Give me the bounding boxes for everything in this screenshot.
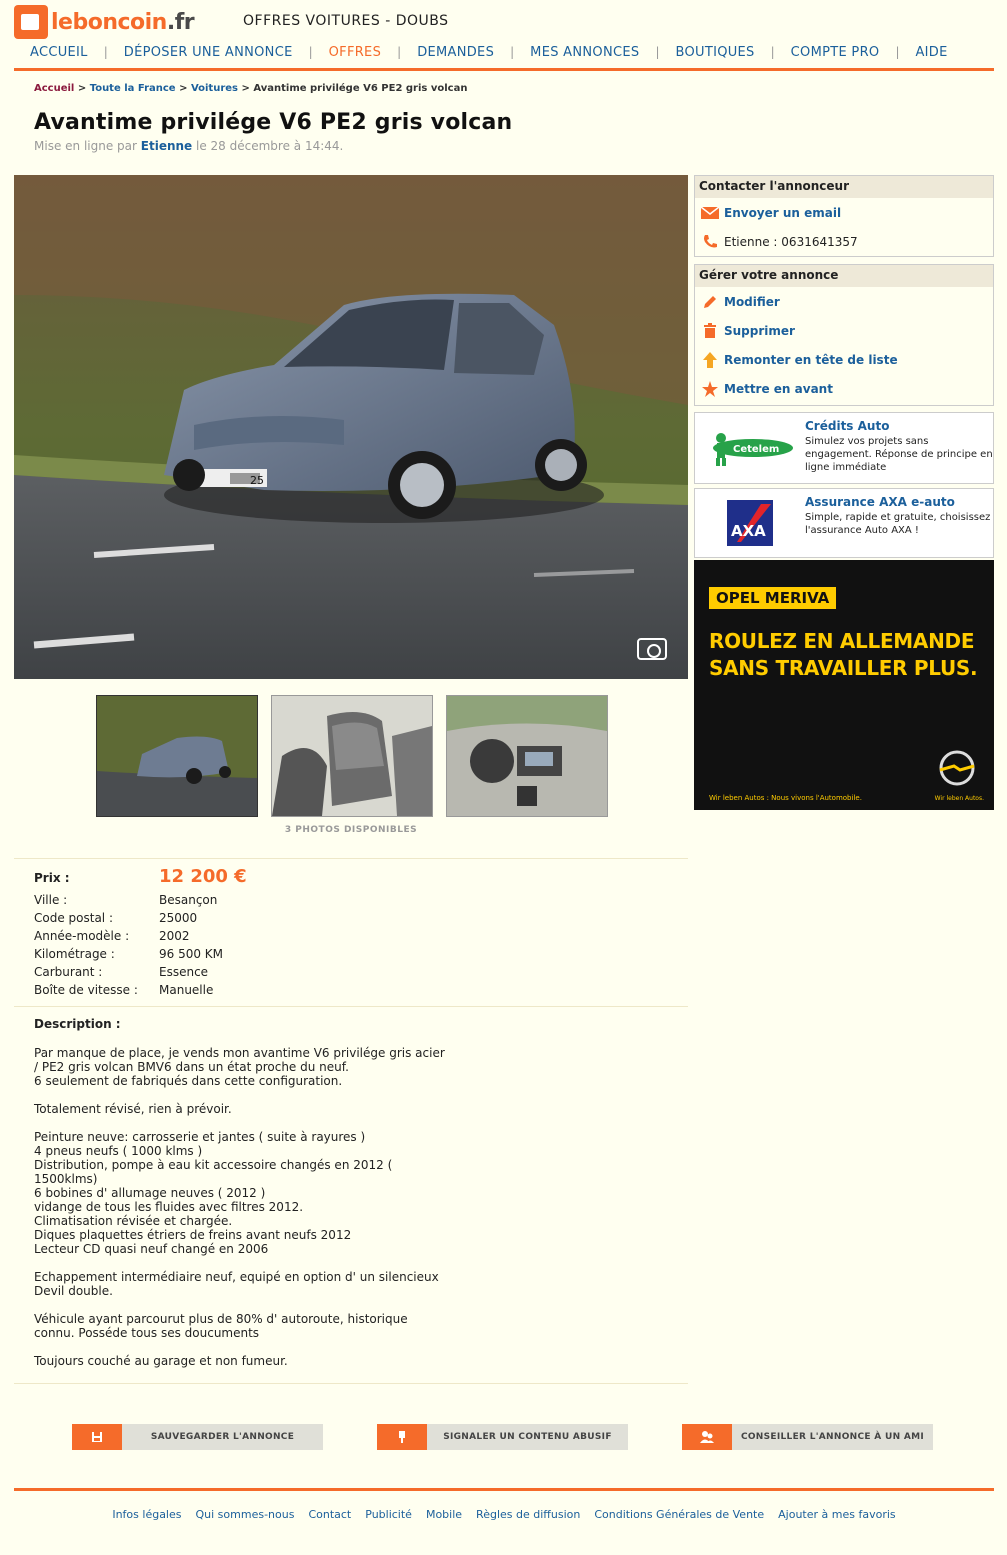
thumbnail-strip	[96, 695, 608, 817]
description-line: connu. Posséde tous ses doucuments	[34, 1326, 260, 1340]
main-photo[interactable]	[14, 175, 688, 679]
contact-box	[694, 175, 994, 257]
divider	[14, 858, 688, 859]
manage-box	[694, 264, 994, 406]
share-friend-button[interactable]	[682, 1424, 933, 1450]
promo-axa[interactable]	[694, 488, 994, 558]
breadcrumb-toute-la-france[interactable]: Toute la France	[89, 83, 176, 94]
opel-banner-ad[interactable]	[694, 560, 994, 810]
main-nav	[14, 40, 994, 64]
nav-separator: |	[397, 45, 402, 59]
save-ad-label: SAUVEGARDER L'ANNONCE	[150, 1432, 295, 1442]
modify-link[interactable]: Modifier	[724, 294, 780, 309]
footer-link-qui-sommes-nous[interactable]: Qui sommes-nous	[195, 1508, 295, 1521]
site-logo[interactable]	[14, 4, 194, 40]
star-icon	[699, 380, 721, 398]
nav-separator: |	[770, 45, 775, 59]
description-line: 4 pneus neufs ( 1000 klms )	[34, 1144, 203, 1158]
param-value: 25000	[159, 911, 198, 925]
author-link[interactable]: Etienne	[140, 139, 193, 153]
opel-headline-1: ROULEZ EN ALLEMANDE	[709, 629, 975, 653]
description-line: Totalement révisé, rien à prévoir.	[34, 1102, 232, 1116]
promo-credit-title[interactable]: Crédits Auto	[805, 419, 890, 433]
posted-info	[34, 139, 343, 153]
share-friend-label: CONSEILLER L'ANNONCE À UN AMI	[740, 1432, 925, 1442]
description-line: Peinture neuve: carrosserie et jantes ( suite à rayures )	[34, 1130, 366, 1144]
param-value: 96 500 KM	[159, 947, 224, 961]
trash-icon	[699, 322, 721, 340]
plate-suffix: 25	[250, 474, 264, 487]
section-title: OFFRES VOITURES - DOUBS	[243, 13, 449, 29]
logo-tld: .fr	[166, 9, 195, 35]
nav-compte-pro[interactable]: COMPTE PRO	[790, 44, 880, 60]
param-row-carburant	[34, 963, 247, 981]
nav-separator: |	[103, 45, 108, 59]
promo-axa-desc: Simple, rapide et gratuite, choisissez l'assurance Auto AXA !	[805, 512, 991, 536]
param-row-kilometrage	[34, 945, 247, 963]
description-text	[34, 1046, 474, 1368]
logo-box-icon	[14, 5, 48, 39]
opel-headline-2: SANS TRAVAILLER PLUS.	[709, 656, 978, 680]
description-line: / PE2 gris volcan BMV6 dans un état proche du neuf.	[34, 1060, 349, 1074]
param-label: Ville :	[34, 893, 68, 907]
delete-item[interactable]	[695, 316, 993, 345]
param-label: Kilométrage :	[34, 947, 115, 961]
breadcrumb: Accueil > Toute la France > Voitures > Avantime privilége V6 PE2 gris volcan	[34, 83, 468, 94]
save-ad-button[interactable]	[72, 1424, 323, 1450]
nav-aide[interactable]: AIDE	[915, 44, 948, 60]
opel-logo-icon	[932, 748, 982, 788]
description-line: vidange de tous les fluides avec filtres 2012.	[34, 1200, 304, 1214]
description-line: Lecteur CD quasi neuf changé en 2006	[34, 1242, 269, 1256]
breadcrumb-voitures[interactable]: Voitures	[190, 83, 238, 94]
nav-mes-annonces[interactable]: MES ANNONCES	[530, 44, 640, 60]
logo-name: leboncoin	[51, 9, 167, 35]
phone-prefix: Etienne :	[724, 234, 778, 249]
param-value: Besançon	[159, 893, 218, 907]
divider	[14, 1383, 688, 1384]
nav-deposer[interactable]: DÉPOSER UNE ANNONCE	[123, 44, 293, 60]
contact-heading: Contacter l'annonceur	[695, 176, 993, 198]
param-label: Code postal :	[34, 911, 113, 925]
promo-credit-desc: Simulez vos projets sans engagement. Réponse de principe en ligne immédiate	[805, 436, 993, 473]
paragraph-gap	[34, 1340, 474, 1354]
footer-link-mobile[interactable]: Mobile	[425, 1508, 463, 1521]
footer-link-cgv[interactable]: Conditions Générales de Vente	[594, 1508, 765, 1521]
flag-icon	[377, 1424, 427, 1450]
paragraph-gap	[34, 1116, 474, 1130]
axa-logo-text: AXA	[731, 522, 766, 540]
header-divider	[14, 68, 994, 71]
axa-logo	[695, 489, 805, 557]
breadcrumb-current: Avantime privilége V6 PE2 gris volcan	[253, 83, 468, 94]
footer-links	[14, 1508, 994, 1521]
report-abuse-button[interactable]	[377, 1424, 628, 1450]
divider	[14, 1006, 688, 1007]
send-email-item[interactable]	[695, 198, 993, 227]
friends-icon	[682, 1424, 732, 1450]
description-label: Description :	[34, 1017, 121, 1031]
paragraph-gap	[34, 1256, 474, 1270]
photos-count: 3 PHOTOS DISPONIBLES	[284, 825, 418, 835]
watermark-camera-icon	[636, 633, 670, 661]
description-line: Distribution, pompe à eau kit accessoire changés en 2012 (	[34, 1158, 393, 1172]
footer-link-favoris[interactable]: Ajouter à mes favoris	[778, 1508, 896, 1521]
posted-date: le 28 décembre à 14:44.	[196, 139, 344, 153]
ad-params	[34, 866, 247, 999]
feature-link[interactable]: Mettre en avant	[724, 381, 833, 396]
price-value: 12 200 €	[159, 866, 247, 887]
description-line: Echappement intermédiaire neuf, equipé en option d' un silencieux	[34, 1270, 439, 1284]
description-line: 6 seulement de fabriqués dans cette configuration.	[34, 1074, 343, 1088]
footer-link-infos-legales[interactable]: Infos légales	[112, 1508, 182, 1521]
footer-divider	[14, 1488, 994, 1491]
envelope-icon	[699, 204, 721, 222]
param-value: Essence	[159, 965, 209, 979]
send-email-link[interactable]: Envoyer un email	[724, 205, 842, 220]
param-row-annee	[34, 927, 247, 945]
save-icon	[72, 1424, 122, 1450]
car-photo-image	[14, 175, 688, 679]
param-label: Boîte de vitesse :	[34, 983, 138, 997]
delete-link[interactable]: Supprimer	[724, 323, 795, 338]
thumbnail-2[interactable]	[271, 695, 433, 817]
manage-heading: Gérer votre annonce	[695, 265, 993, 287]
description-line: Par manque de place, je vends mon avantime V6 privilége gris acier	[34, 1046, 445, 1060]
description-line: Toujours couché au garage et non fumeur.	[34, 1354, 288, 1368]
cetelem-logo-text: Cetelem	[733, 444, 780, 455]
description-line: 1500klms)	[34, 1172, 98, 1186]
nav-demandes[interactable]: DEMANDES	[417, 44, 495, 60]
pencil-icon	[699, 293, 721, 311]
phone-number: 0631641357	[781, 234, 858, 249]
nav-boutiques[interactable]: BOUTIQUES	[675, 44, 755, 60]
param-row-boite	[34, 981, 247, 999]
ad-actions	[72, 1424, 933, 1450]
param-value: 2002	[159, 929, 190, 943]
footer-link-publicite[interactable]: Publicité	[365, 1508, 412, 1521]
phone-item	[695, 227, 993, 256]
bump-link[interactable]: Remonter en tête de liste	[724, 352, 898, 367]
breadcrumb-accueil[interactable]: Accueil	[34, 83, 75, 94]
param-label: Carburant :	[34, 965, 103, 979]
report-abuse-label: SIGNALER UN CONTENU ABUSIF	[443, 1432, 612, 1442]
paragraph-gap	[34, 1088, 474, 1102]
opel-tag: OPEL MERIVA	[709, 587, 836, 609]
paragraph-gap	[34, 1298, 474, 1312]
thumbnail-1[interactable]	[96, 695, 258, 817]
nav-offres[interactable]: OFFRES	[328, 44, 382, 60]
feature-item[interactable]	[695, 374, 993, 403]
price-row	[34, 866, 247, 887]
nav-separator: |	[655, 45, 660, 59]
cetelem-logo	[695, 413, 805, 483]
param-row-ville	[34, 891, 247, 909]
nav-separator: |	[510, 45, 515, 59]
description-line: Véhicule ayant parcourut plus de 80% d' autoroute, historique	[34, 1312, 408, 1326]
thumbnail-3[interactable]	[446, 695, 608, 817]
promo-axa-title[interactable]: Assurance AXA e-auto	[805, 495, 955, 509]
param-label: Année-modèle :	[34, 929, 130, 943]
posted-prefix: Mise en ligne par	[34, 139, 137, 153]
phone-icon	[699, 233, 721, 251]
nav-accueil[interactable]: ACCUEIL	[30, 44, 88, 60]
footer-link-contact[interactable]: Contact	[308, 1508, 352, 1521]
bump-item[interactable]	[695, 345, 993, 374]
description-line: 6 bobines d' allumage neuves ( 2012 )	[34, 1186, 266, 1200]
footer-link-regles[interactable]: Règles de diffusion	[476, 1508, 581, 1521]
modify-item[interactable]	[695, 287, 993, 316]
nav-separator: |	[895, 45, 900, 59]
description-line: Devil double.	[34, 1284, 113, 1298]
description-line: Diques plaquettes étriers de freins avant neufs 2012	[34, 1228, 352, 1242]
nav-separator: |	[308, 45, 313, 59]
opel-footer-text: Wir leben Autos : Nous vivons l'Automobile.	[709, 794, 862, 802]
promo-credit-auto[interactable]	[694, 412, 994, 484]
param-value: Manuelle	[159, 983, 214, 997]
param-row-code-postal	[34, 909, 247, 927]
arrow-up-icon	[699, 351, 721, 369]
opel-footer-tagline: Wir leben Autos.	[934, 795, 984, 802]
ad-title: Avantime privilége V6 PE2 gris volcan	[34, 110, 513, 135]
price-label: Prix :	[34, 871, 70, 885]
description-line: Climatisation révisée et chargée.	[34, 1214, 233, 1228]
